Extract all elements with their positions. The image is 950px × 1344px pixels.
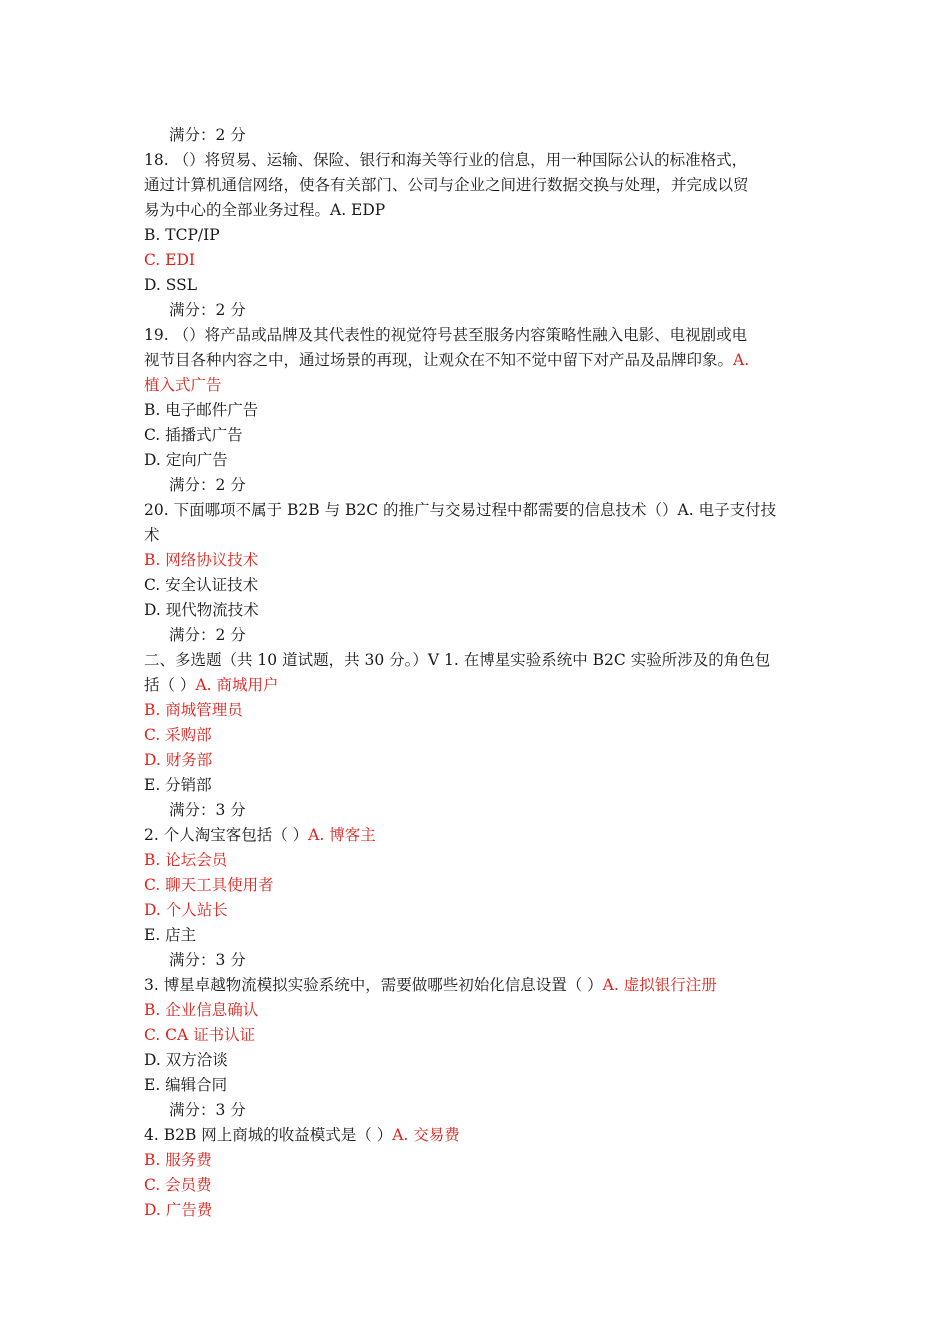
answer-text: B. 企业信息确认	[144, 1001, 259, 1019]
text-line	[144, 248, 808, 273]
answer-text: B. 网络协议技术	[144, 551, 259, 569]
question-text: 满分：2 分	[169, 301, 246, 319]
text-line	[144, 1073, 808, 1098]
text-line	[144, 198, 808, 223]
answer-text: B. 论坛会员	[144, 851, 228, 869]
text-line	[144, 223, 808, 248]
question-text: 二、多选题（共 10 道试题，共 30 分。）V 1. 在博星实验系统中 B2C 实验所涉及的角色包	[144, 651, 771, 669]
text-line	[144, 498, 808, 523]
answer-text: C. 聊天工具使用者	[144, 876, 274, 894]
question-text: D. SSL	[144, 276, 197, 294]
text-line	[144, 1148, 808, 1173]
text-line	[144, 698, 808, 723]
question-text: 易为中心的全部业务过程。A. EDP	[144, 201, 386, 219]
question-text: 满分：2 分	[169, 476, 246, 494]
text-line	[144, 348, 808, 373]
question-text: C. 安全认证技术	[144, 576, 259, 594]
text-line	[144, 923, 808, 948]
text-line	[144, 423, 808, 448]
score-line	[144, 298, 808, 323]
text-line	[144, 823, 808, 848]
text-line	[144, 648, 808, 673]
text-line	[144, 673, 808, 698]
answer-text: B. 商城管理员	[144, 701, 243, 719]
text-line	[144, 148, 808, 173]
question-text: 满分：3 分	[169, 1101, 246, 1119]
score-line	[144, 948, 808, 973]
question-text: 满分：2 分	[169, 126, 246, 144]
question-text: E. 分销部	[144, 776, 212, 794]
text-line	[144, 748, 808, 773]
question-text: 满分：3 分	[169, 801, 246, 819]
score-line	[144, 1098, 808, 1123]
text-line	[144, 598, 808, 623]
question-text: E. 店主	[144, 926, 197, 944]
question-text: 19. （）将产品或品牌及其代表性的视觉符号甚至服务内容策略性融入电影、电视剧或电	[144, 326, 748, 344]
text-line	[144, 1048, 808, 1073]
answer-text: D. 个人站长	[144, 901, 228, 919]
answer-text: D. 广告费	[144, 1201, 213, 1219]
question-text: 通过计算机通信网络，使各有关部门、公司与企业之间进行数据交换与处理，并完成以贸	[144, 176, 749, 194]
score-line	[144, 798, 808, 823]
question-text: 4. B2B 网上商城的收益模式是（ ）	[144, 1126, 393, 1144]
question-text: C. 插播式广告	[144, 426, 243, 444]
question-text: B. 电子邮件广告	[144, 401, 259, 419]
question-text: 满分：3 分	[169, 951, 246, 969]
answer-text: A. 博客主	[308, 826, 376, 844]
text-line	[144, 773, 808, 798]
text-line	[144, 898, 808, 923]
answer-text: C. CA 证书认证	[144, 1026, 256, 1044]
answer-text: C. EDI	[144, 251, 196, 269]
text-line	[144, 373, 808, 398]
answer-text: D. 财务部	[144, 751, 213, 769]
answer-text: C. 会员费	[144, 1176, 212, 1194]
question-text: E. 编辑合同	[144, 1076, 228, 1094]
text-line	[144, 1173, 808, 1198]
score-line	[144, 623, 808, 648]
question-text: B. TCP/IP	[144, 226, 220, 244]
text-line	[144, 323, 808, 348]
text-line	[144, 273, 808, 298]
answer-text: A. 交易费	[392, 1126, 460, 1144]
text-line	[144, 523, 808, 548]
answer-text: A. 虚拟银行注册	[602, 976, 717, 994]
question-text: D. 定向广告	[144, 451, 228, 469]
question-text: 20. 下面哪项不属于 B2B 与 B2C 的推广与交易过程中都需要的信息技术（）A. 电子支付技	[144, 501, 777, 519]
score-line	[144, 473, 808, 498]
question-text: 括（ ）	[144, 676, 196, 694]
answer-text: 植入式广告	[144, 376, 222, 394]
answer-text: C. 采购部	[144, 726, 212, 744]
text-line	[144, 723, 808, 748]
question-text: 满分：2 分	[169, 626, 246, 644]
question-text: 术	[144, 526, 160, 544]
text-line	[144, 1123, 808, 1148]
text-line	[144, 173, 808, 198]
text-line	[144, 448, 808, 473]
question-text: 视节目各种内容之中，通过场景的再现，让观众在不知不觉中留下对产品及品牌印象。	[144, 351, 734, 369]
text-line	[144, 973, 808, 998]
question-text: 2. 个人淘宝客包括（ ）	[144, 826, 309, 844]
text-line	[144, 848, 808, 873]
answer-text: A.	[733, 351, 750, 369]
question-text: D. 现代物流技术	[144, 601, 259, 619]
score-line	[144, 123, 808, 148]
text-line	[144, 1198, 808, 1223]
text-line	[144, 873, 808, 898]
question-text: 3. 博星卓越物流模拟实验系统中，需要做哪些初始化信息设置（ ）	[144, 976, 603, 994]
question-text: D. 双方洽谈	[144, 1051, 228, 1069]
answer-text: A. 商城用户	[195, 676, 279, 694]
text-line	[144, 1023, 808, 1048]
question-text: 18. （）将贸易、运输、保险、银行和海关等行业的信息，用一种国际公认的标准格式，	[144, 151, 748, 169]
text-line	[144, 573, 808, 598]
text-line	[144, 998, 808, 1023]
document-page	[144, 123, 808, 1223]
text-line	[144, 398, 808, 423]
answer-text: B. 服务费	[144, 1151, 212, 1169]
text-line	[144, 548, 808, 573]
